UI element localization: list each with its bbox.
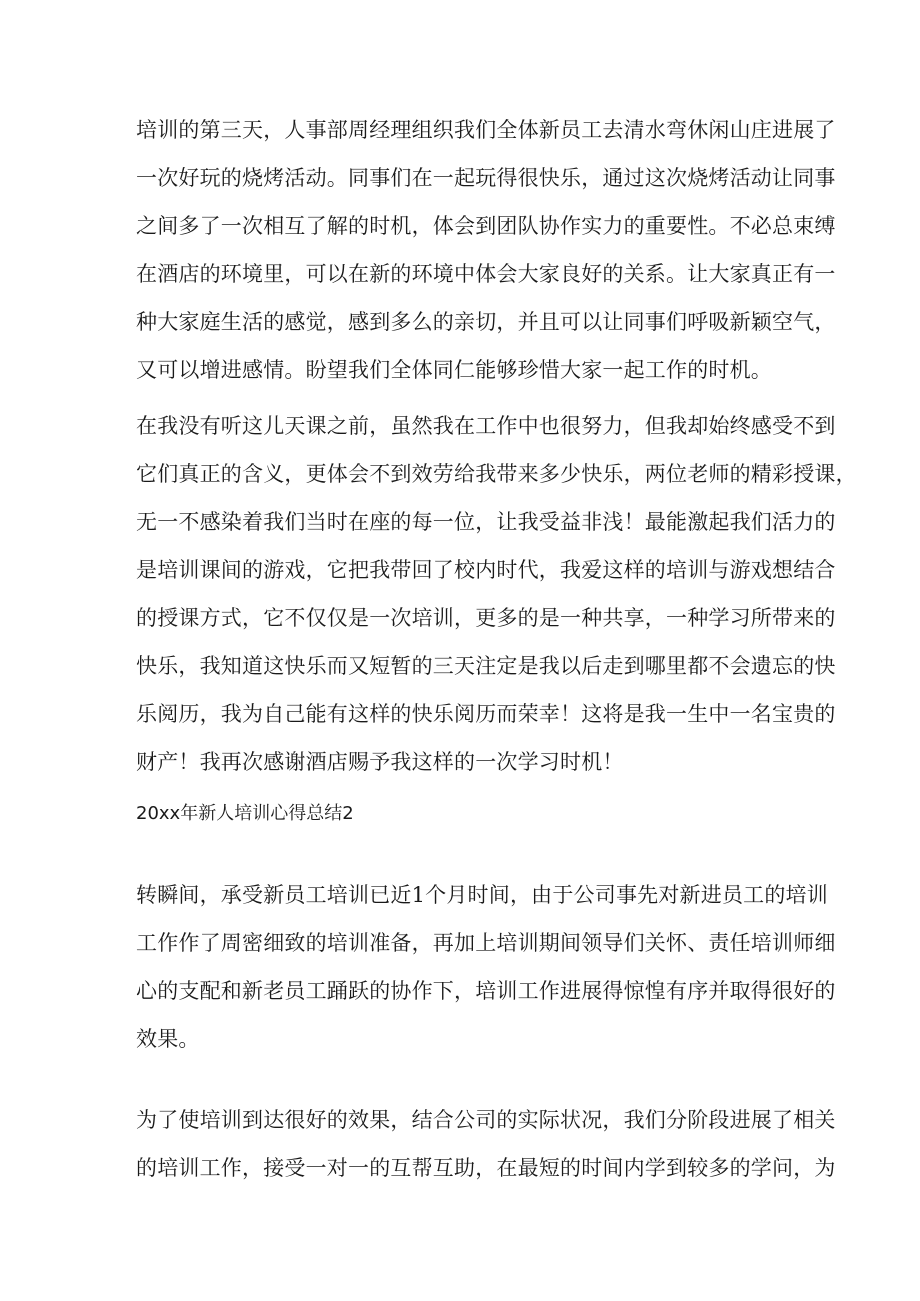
text-line: 财产！我再次感谢酒店赐予我这样的一次学习时机！: [136, 750, 624, 774]
text-line: 在酒店的环境里，可以在新的环境中体会大家良好的关系。让大家真正有一: [136, 262, 836, 286]
text-line: 在我没有听这儿天课之前，虽然我在工作中也很努力，但我却始终感受不到: [136, 414, 836, 438]
text-line: 又可以增进感情。盼望我们全体同仁能够珍惜大家一起工作的时机。: [136, 358, 772, 382]
text-line: 之间多了一次相互了解的时机，体会到团队协作实力的重要性。不必总束缚: [136, 214, 836, 238]
section-heading: 20xx年新人培训心得总结2: [136, 803, 354, 824]
text-line: 为了使培训到达很好的效果，结合公司的实际状况，我们分阶段进展了相关: [136, 1108, 836, 1132]
paragraph-barbecue-activity: [136, 106, 836, 394]
text-line: 种大家庭生活的感觉，感到多么的亲切，并且可以让同事们呼吸新颖空气，: [136, 310, 836, 334]
paragraph-training-summary: [136, 871, 836, 1063]
text-line: 是培训课间的游戏，它把我带回了校内时代，我爱这样的培训与游戏想结合: [136, 558, 836, 582]
text-line: 的授课方式，它不仅仅是一次培训，更多的是一种共享，一种学习所带来的: [136, 606, 836, 630]
text-line: 培训的第三天，人事部周经理组织我们全体新员工去清水弯休闲山庄进展了: [136, 118, 836, 142]
text-line: 工作作了周密细致的培训准备，再加上培训期间领导们关怀、责任培训师细: [136, 931, 836, 955]
paragraph-course-reflection: [136, 402, 857, 786]
text-line: 乐阅历，我为自己能有这样的快乐阅历而荣幸！这将是我一生中一名宝贵的: [136, 702, 836, 726]
text-line: 效果。: [136, 1027, 200, 1051]
text-line: 一次好玩的烧烤活动。同事们在一起玩得很快乐，通过这次烧烤活动让同事: [136, 166, 836, 190]
paragraph-training-approach: [136, 1096, 836, 1192]
text-line: 的培训工作，接受一对一的互帮互助，在最短的时间内学到较多的学问，为: [136, 1156, 836, 1180]
text-line: 它们真正的含义，更体会不到效劳给我带来多少快乐，两位老师的精彩授课，: [136, 462, 857, 486]
text-line: 心的支配和新老员工踊跃的协作下，培训工作进展得惊惶有序并取得很好的: [136, 979, 836, 1003]
text-line: 无一不感染着我们当时在座的每一位，让我受益非浅！最能激起我们活力的: [136, 510, 836, 534]
text-line: 转瞬间，承受新员工培训已近1个月时间，由于公司事先对新进员工的培训: [136, 883, 828, 907]
text-line: 快乐，我知道这快乐而又短暂的三天注定是我以后走到哪里都不会遗忘的快: [136, 654, 836, 678]
